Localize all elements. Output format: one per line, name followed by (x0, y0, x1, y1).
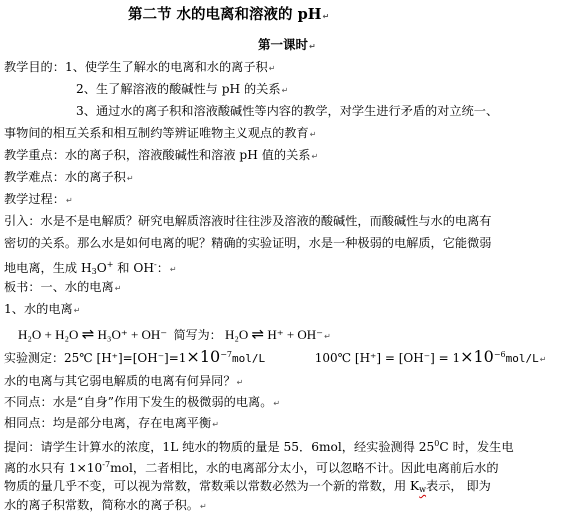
board-text: 板书：一、水的电离 (4, 280, 114, 294)
paragraph-mark-icon: ↵ (311, 152, 319, 161)
measurement-factor: ×10 (186, 347, 221, 366)
process-text: 教学过程： (4, 192, 65, 206)
measurement-unit: mol/L (231, 352, 266, 365)
measurement-exponent-2: −6 (493, 350, 506, 359)
prompt-line-4 (4, 496, 207, 516)
section-heading (4, 300, 80, 320)
paragraph-mark-icon: ↵ (126, 174, 134, 183)
board-heading (4, 278, 121, 298)
paragraph-mark-icon: ↵ (281, 86, 289, 95)
paragraph-mark-icon: ↵ (309, 130, 317, 139)
goal-3-cont: 事物间的相互关系和相互制约等辨证唯物主义观点的教育 (4, 126, 309, 140)
subscript: 3 (91, 267, 97, 276)
difficulty-text: 教学难点：水的离子积 (4, 170, 126, 184)
goals-label: 教学目的： (4, 60, 65, 74)
superscript: + (106, 260, 114, 269)
intro-text-3b: O (96, 261, 107, 275)
paragraph-mark-icon: ↵ (200, 502, 207, 511)
measurement-100c: 100℃ [H⁺] = [OH⁻] = 1 (314, 351, 461, 365)
title-text: 第二节 水的电离和溶液的 pH (128, 6, 322, 23)
paragraph-mark-icon: ↵ (324, 332, 331, 341)
measurement-line (4, 346, 546, 369)
prompt-text-1b: C 时，发生电 (439, 440, 514, 454)
prompt-text-3b: 表示， 即为 (426, 479, 491, 493)
measurement-exponent: −7 (220, 350, 232, 359)
paragraph-mark-icon: ↵ (114, 284, 122, 293)
paragraph-mark-icon: ↵ (322, 12, 330, 21)
equation-abbr-label: 简写为： (173, 328, 222, 342)
equation-short-reactant: H₂O (224, 327, 249, 342)
focus-text: 教学重点：水的离子积，溶液酸碱性和溶液 pH 值的关系 (4, 148, 311, 162)
ionization-equation (18, 325, 331, 346)
goals-line-1 (4, 58, 275, 78)
goals-line-4 (4, 124, 316, 144)
measurement-unit-2: mol/L (505, 352, 539, 365)
equation-reactants: H₂O + H₂O (18, 327, 79, 342)
goals-line-2 (76, 80, 288, 100)
equilibrium-arrow-icon: ⇌ (251, 325, 265, 343)
intro-text-3c: 和 OH (113, 261, 154, 275)
goals-line-3 (76, 102, 498, 120)
section-text: 1、水的电离 (4, 302, 73, 316)
subscript: w (419, 485, 427, 494)
intro-text-2: 密切的关系。那么水是如何电离的呢？精确的实验证明，水是一种极弱的电解质，它能微弱 (4, 236, 492, 250)
prompt-line-1 (4, 435, 514, 456)
intro-line-2 (4, 234, 492, 252)
teaching-process (4, 190, 73, 210)
measurement-factor-2: ×10 (460, 347, 494, 366)
teaching-focus (4, 146, 318, 166)
equation-products: H₃O⁺ + OH⁻ (97, 327, 168, 342)
paragraph-mark-icon: ↵ (65, 196, 73, 205)
paragraph-mark-icon: ↵ (212, 420, 219, 429)
paragraph-mark-icon: ↵ (169, 265, 177, 274)
prompt-text-3: 物质的量几乎不变，可以视为常数，常数乘以常数必然为一个新的常数，用 K (4, 479, 420, 493)
paragraph-mark-icon: ↵ (273, 399, 281, 408)
paragraph-mark-icon: ↵ (309, 42, 316, 51)
similarity-text: 相同点：均是部分电离，存在电离平衡 (4, 416, 212, 430)
intro-text-1: 引入：水是不是电解质？研究电解质溶液时往往涉及溶液的酸碱性，而酸碱性与水的电离有 (4, 214, 492, 228)
superscript: - (154, 260, 157, 269)
equilibrium-arrow-icon: ⇌ (81, 325, 95, 343)
intro-text-3: 地电离，生成 H (4, 261, 92, 275)
superscript: -7 (102, 460, 111, 469)
goal-2: 2、生了解溶液的酸碱性与 pH 的关系 (76, 82, 281, 96)
difference-line (4, 393, 280, 413)
measurement-25c: 实验测定：25℃ [H⁺]=[OH⁻]=1 (4, 351, 187, 365)
prompt-text-2: 离的水只有 1×10 (4, 461, 103, 475)
goal-3: 3、通过水的离子积和溶液酸碱性等内容的教学，对学生进行矛盾的对立统一、 (76, 104, 499, 118)
goal-1: 1、使学生了解水的电离和水的离子积 (64, 60, 268, 74)
lesson-subtitle (258, 36, 316, 56)
question-line (4, 372, 243, 392)
question-text: 水的电离与其它弱电解质的电离有何异同？ (4, 374, 236, 388)
paragraph-mark-icon: ↵ (73, 306, 81, 315)
similarity-line (4, 414, 219, 434)
teaching-difficulty (4, 168, 134, 188)
intro-text-3d: ： (156, 261, 169, 275)
lesson-text: 第一课时 (258, 37, 309, 52)
paragraph-mark-icon: ↵ (539, 355, 547, 364)
superscript: 0 (434, 439, 440, 448)
intro-line-1 (4, 212, 492, 230)
paragraph-mark-icon: ↵ (268, 64, 276, 73)
paragraph-mark-icon: ↵ (236, 378, 244, 387)
difference-text: 不同点：水是“自身”作用下发生的极微弱的电离。 (4, 395, 273, 409)
prompt-text-2b: mol，二者相比，水的电离部分太小，可以忽略不计。因此电离前后水的 (110, 461, 499, 475)
equation-short-products: H⁺ + OH⁻ (267, 327, 324, 342)
prompt-text-4: 水的离子积常数，简称水的离子积。 (4, 498, 199, 512)
page-title (128, 6, 329, 26)
prompt-text-1: 提问：请学生计算水的浓度，1L 纯水的物质的量是 55．6mol，经实验测得 25 (4, 440, 435, 454)
prompt-line-2 (4, 456, 499, 477)
